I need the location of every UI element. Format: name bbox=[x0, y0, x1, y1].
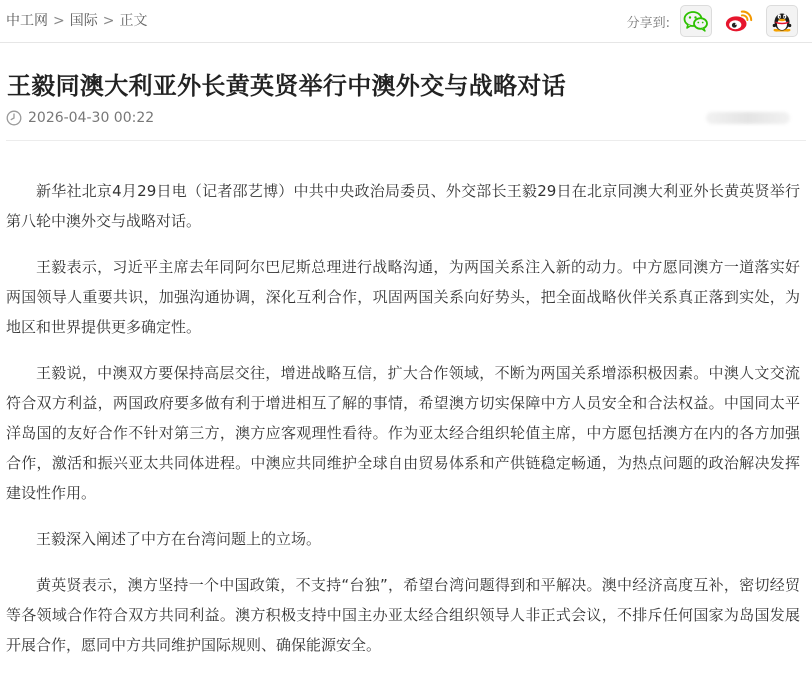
top-bar bbox=[0, 0, 812, 43]
wechat-icon bbox=[683, 9, 709, 33]
share-bar bbox=[627, 4, 798, 38]
clock-icon bbox=[6, 110, 22, 126]
breadcrumb bbox=[6, 10, 147, 30]
share-wechat-button[interactable] bbox=[680, 5, 712, 37]
blurred-source-info bbox=[706, 112, 790, 124]
breadcrumb-current: 正文 bbox=[119, 13, 148, 29]
publish-date: 2026-04-30 00:22 bbox=[28, 110, 155, 126]
article-body bbox=[6, 176, 800, 676]
qq-icon bbox=[770, 8, 794, 34]
article-paragraph: 王毅说，中澳双方要保持高层交往，增进战略互信，扩大合作领域，不断为两国关系增添积极因素。中澳人文交流符合双方利益，两国政府要多做有利于增进相互了解的事情，希望澳方切实保障中方人员安全和合法权益。中国同太平洋岛国的友好合作不针对第三方，澳方应客观理性看待。作为亚太经合组织轮值主席，中方愿包括澳方在内的各方加强合作，激活和振兴亚太共同体进程。中澳应共同维护全球自由贸易体系和产供链稳定畅通，为热点问题的政治解决发挥建设性作用。 bbox=[6, 364, 800, 502]
breadcrumb-separator: > bbox=[102, 13, 115, 29]
article-paragraph: 王毅表示，习近平主席去年同阿尔巴尼斯总理进行战略沟通，为两国关系注入新的动力。中方愿同澳方一道落实好两国领导人重要共识，加强沟通协调，深化互利合作，巩固两国关系向好势头，把全面战略伙伴关系真正落到实处，为地区和世界提供更多确定性。 bbox=[6, 258, 800, 336]
weibo-icon bbox=[724, 7, 754, 35]
breadcrumb-separator: > bbox=[53, 13, 65, 29]
article-paragraph: 新华社北京4月29日电（记者邵艺博）中共中央政治局委员、外交部长王毅29日在北京同澳大利亚外长黄英贤举行第八轮中澳外交与战略对话。 bbox=[6, 182, 800, 230]
article-title: 王毅同澳大利亚外长黄英贤举行中澳外交与战略对话 bbox=[7, 72, 566, 100]
breadcrumb-home-link[interactable]: 中工网 bbox=[6, 13, 48, 29]
article-meta bbox=[6, 108, 154, 128]
breadcrumb-international-link[interactable]: 国际 bbox=[69, 13, 98, 29]
article-paragraph: 黄英贤表示，澳方坚持一个中国政策，不支持“台独”，希望台湾问题得到和平解决。澳中经济高度互补，密切经贸等各领域合作符合双方共同利益。澳方积极支持中国主办亚太经合组织领导人非正式会议，不排斥任何国家为岛国发展开展合作，愿同中方共同维护国际规则、确保能源安全。 bbox=[6, 576, 800, 654]
share-weibo-button[interactable] bbox=[724, 6, 754, 36]
article-paragraph: 王毅深入阐述了中方在台湾问题上的立场。 bbox=[36, 530, 322, 548]
divider bbox=[6, 140, 806, 141]
share-qq-button[interactable] bbox=[766, 5, 798, 37]
share-label: 分享到: bbox=[626, 15, 670, 31]
